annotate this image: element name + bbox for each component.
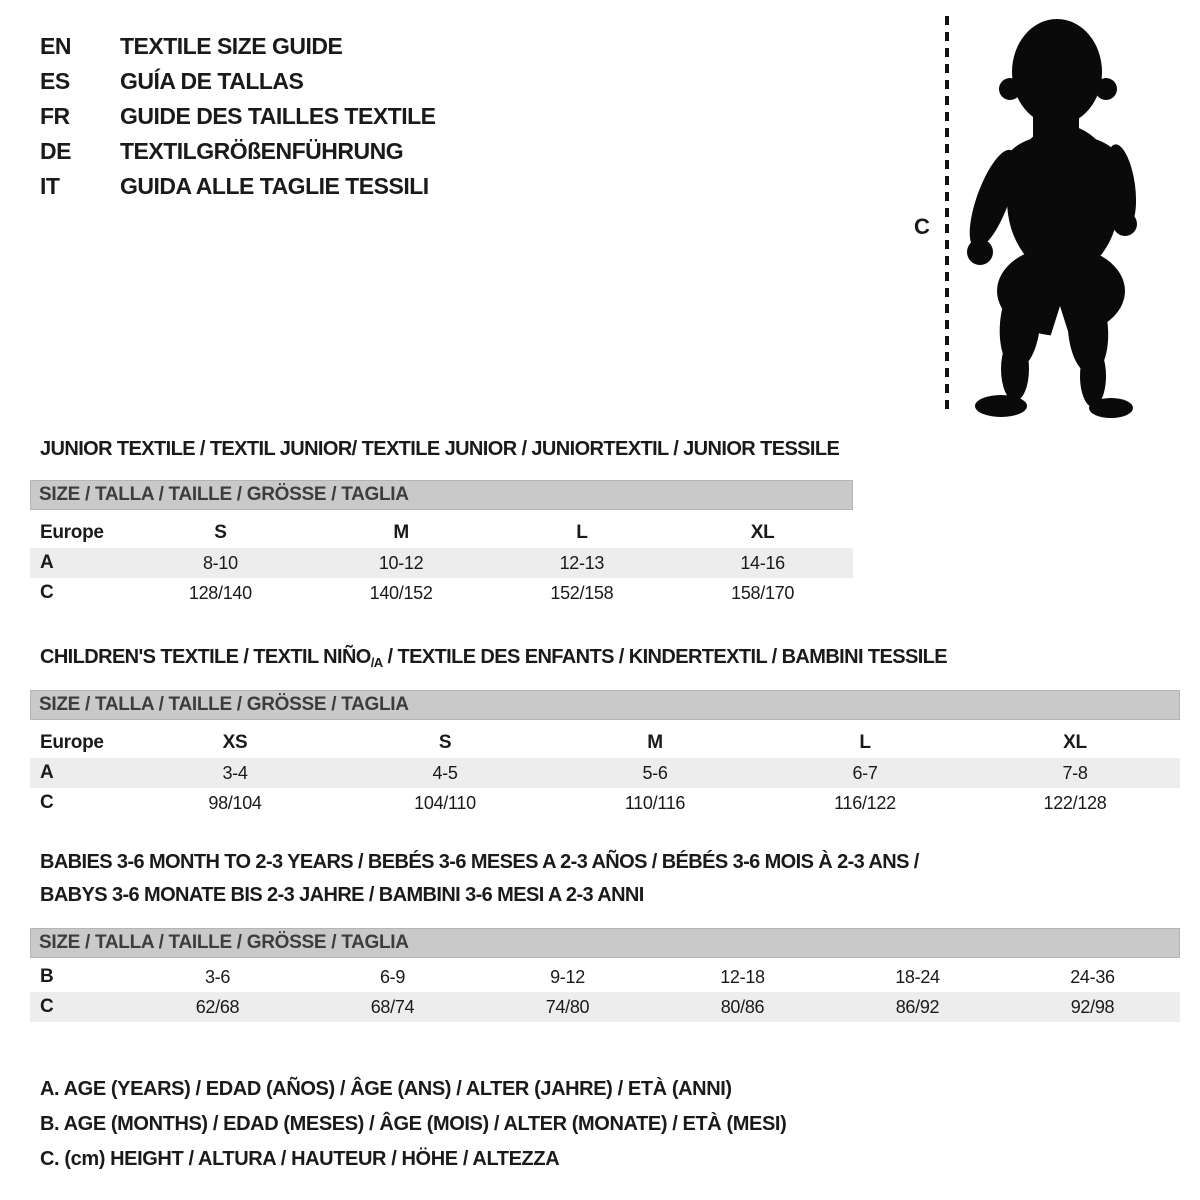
size-value-cell: 12-13 [559, 552, 605, 573]
babies-title-line2: BABYS 3-6 MONATE BIS 2-3 JAHRE / BAMBINI 3-6 MESI A 2-3 ANNI [40, 884, 644, 906]
babies-section-title [40, 846, 1180, 912]
toddler-silhouette-icon [963, 14, 1145, 420]
size-header-label: SIZE / TALLA / TAILLE / GRÖSSE / TAGLIA [39, 694, 409, 715]
row-label: A [40, 552, 54, 573]
size-value-cell: 3-4 [222, 762, 248, 783]
children-title-subscript: /A [370, 655, 383, 670]
children-title-pre: CHILDREN'S TEXTILE / TEXTIL NIÑO [40, 646, 371, 668]
legend-line-b: B. AGE (MONTHS) / EDAD (MESES) / ÂGE (MOIS) / ALTER (MONATE) / ETÀ (MESI) [40, 1113, 787, 1135]
language-code: IT [40, 173, 60, 199]
size-value-cell: 18-24 [895, 966, 940, 987]
size-value-cell: 122/128 [1043, 792, 1107, 813]
language-row-fr [40, 99, 436, 134]
junior-textile-section [30, 437, 853, 608]
size-value-cell: 6-9 [379, 966, 406, 987]
row-label: A [40, 762, 54, 783]
size-value-cell: 7-8 [1062, 762, 1088, 783]
junior-size-table [30, 518, 853, 608]
language-guide-title: GUÍA DE TALLAS [120, 68, 304, 94]
language-guide-title: GUIDE DES TAILLES TEXTILE [120, 103, 436, 129]
size-header-label: SIZE / TALLA / TAILLE / GRÖSSE / TAGLIA [39, 932, 409, 953]
size-value-cell: 4-5 [432, 762, 458, 783]
size-column-header: L [576, 522, 588, 543]
row-label: Europe [40, 732, 104, 753]
size-value-cell: 8-10 [202, 552, 238, 573]
row-label: C [40, 792, 54, 813]
size-column-header: XL [750, 522, 775, 543]
size-value-cell: 9-12 [550, 966, 585, 987]
size-column-header: L [859, 732, 871, 753]
language-guide-title: GUIDA ALLE TAGLIE TESSILI [120, 173, 429, 199]
size-value-cell: 140/152 [369, 582, 433, 603]
size-value-cell: 158/170 [731, 582, 795, 603]
language-row-en [40, 29, 436, 64]
legend-line-a: A. AGE (YEARS) / EDAD (AÑOS) / ÂGE (ANS) / ALTER (JAHRE) / ETÀ (ANNI) [40, 1078, 732, 1100]
language-code: EN [40, 33, 71, 59]
children-section-title [40, 645, 1180, 671]
size-column-header: S [438, 732, 452, 753]
size-value-cell: 62/68 [195, 996, 240, 1017]
size-value-cell: 116/122 [834, 792, 896, 813]
junior-section-title: JUNIOR TEXTILE / TEXTIL JUNIOR/ TEXTILE JUNIOR / JUNIORTEXTIL / JUNIOR TESSILE [40, 438, 840, 460]
size-value-cell: 92/98 [1070, 996, 1115, 1017]
junior-size-header-bar [30, 480, 853, 510]
legend-line-c: C. (cm) HEIGHT / ALTURA / HAUTEUR / HÖHE / ALTEZZA [40, 1148, 560, 1170]
size-value-cell: 104/110 [414, 792, 476, 813]
babies-textile-section [30, 846, 1180, 1022]
babies-row-c [30, 992, 1180, 1022]
size-value-cell: 98/104 [208, 792, 262, 813]
size-value-cell: 3-6 [204, 966, 231, 987]
language-title-list [40, 29, 436, 204]
size-value-cell: 68/74 [370, 996, 415, 1017]
height-measure-label: C [914, 214, 930, 239]
size-value-cell: 24-36 [1070, 966, 1115, 987]
babies-size-header-bar [30, 928, 1180, 958]
children-size-table [30, 728, 1180, 818]
size-value-cell: 6-7 [852, 762, 878, 783]
language-guide-title: TEXTILE SIZE GUIDE [120, 33, 343, 59]
junior-row-a [30, 548, 853, 578]
size-value-cell: 110/116 [624, 792, 686, 813]
size-value-cell: 152/158 [550, 582, 614, 603]
size-value-cell: 12-18 [720, 966, 765, 987]
row-label: Europe [40, 522, 104, 543]
size-header-label: SIZE / TALLA / TAILLE / GRÖSSE / TAGLIA [39, 484, 409, 505]
language-row-es [40, 64, 436, 99]
measure-legend [40, 1072, 786, 1177]
size-value-cell: 80/86 [720, 996, 765, 1017]
children-title-post: / TEXTILE DES ENFANTS / KINDERTEXTIL / BAMBINI TESSILE [382, 646, 948, 668]
size-column-header: XL [1063, 732, 1087, 753]
size-value-cell: 128/140 [188, 582, 252, 603]
language-code: FR [40, 103, 70, 129]
size-value-cell: 5-6 [642, 762, 668, 783]
size-column-header: M [647, 732, 663, 753]
children-textile-section [30, 645, 1180, 818]
junior-row-c [30, 578, 853, 608]
height-measure-dashed-line [944, 16, 950, 416]
language-code: DE [40, 138, 71, 164]
size-value-cell: 10-12 [378, 552, 424, 573]
row-label: C [40, 996, 54, 1017]
size-column-header: S [214, 522, 227, 543]
language-row-it [40, 169, 436, 204]
size-column-header: M [393, 522, 409, 543]
size-value-cell: 86/92 [895, 996, 940, 1017]
children-row-a [30, 758, 1180, 788]
row-label: C [40, 582, 54, 603]
language-guide-title: TEXTILGRÖßENFÜHRUNG [120, 138, 404, 164]
junior-row-europe [30, 518, 853, 548]
babies-size-table [30, 962, 1180, 1022]
row-label: B [40, 966, 54, 987]
size-column-header: XS [222, 732, 248, 753]
language-code: ES [40, 68, 70, 94]
size-value-cell: 74/80 [545, 996, 590, 1017]
children-size-header-bar [30, 690, 1180, 720]
babies-row-b [30, 962, 1180, 992]
language-row-de [40, 134, 436, 169]
size-value-cell: 14-16 [740, 552, 785, 573]
children-row-c [30, 788, 1180, 818]
babies-title-line1: BABIES 3-6 MONTH TO 2-3 YEARS / BEBÉS 3-6 MESES A 2-3 AÑOS / BÉBÉS 3-6 MOIS À 2-3 ANS / [40, 851, 919, 873]
children-row-europe [30, 728, 1180, 758]
